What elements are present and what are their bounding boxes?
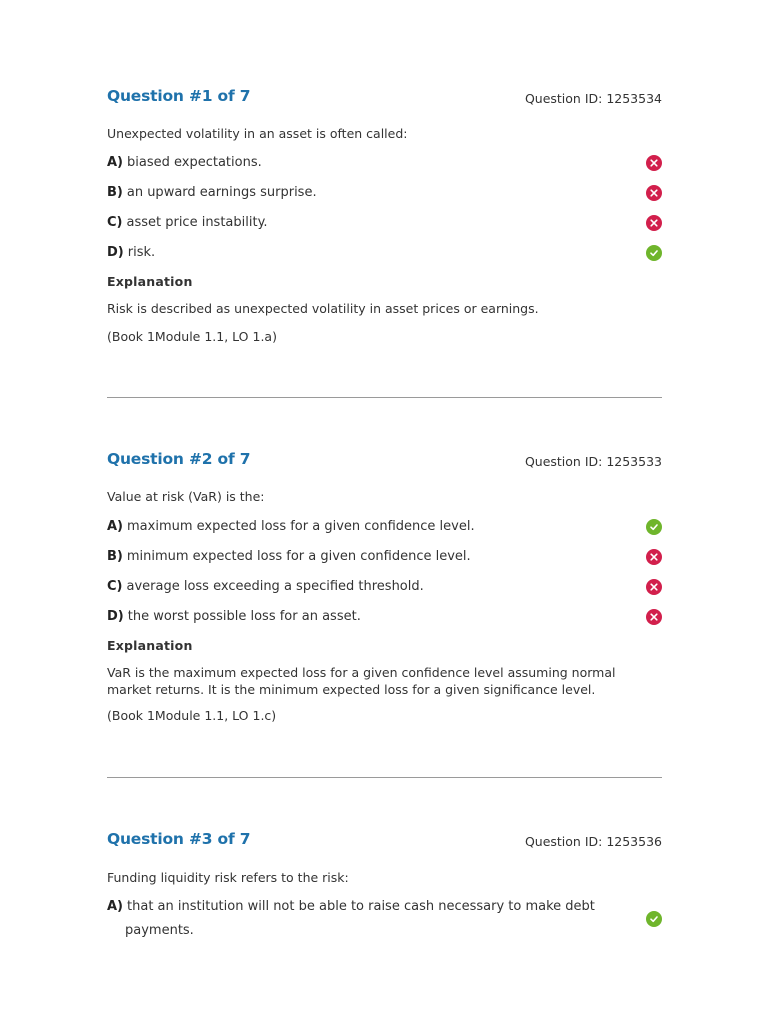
option-text: biased expectations. <box>127 155 262 170</box>
option-text: asset price instability. <box>126 215 268 230</box>
option-letter: A) <box>107 519 124 534</box>
x-circle-icon <box>646 579 662 595</box>
x-circle-icon <box>646 155 662 171</box>
question-title: Question #1 of 7 <box>107 87 251 105</box>
option-text: average loss exceeding a specified threshold. <box>126 579 424 594</box>
divider <box>107 777 662 778</box>
option-a <box>107 895 662 943</box>
x-circle-icon <box>646 609 662 625</box>
reference-text: (Book 1Module 1.1, LO 1.a) <box>107 329 277 344</box>
option-d <box>107 605 662 629</box>
x-circle-icon <box>646 549 662 565</box>
option-text: that an institution will not be able to raise cash necessary to make debt payments. <box>125 899 595 938</box>
check-circle-icon <box>646 519 662 535</box>
option-letter: B) <box>107 549 123 564</box>
option-letter: A) <box>107 899 124 914</box>
option-c <box>107 211 662 235</box>
explanation-heading: Explanation <box>107 638 193 653</box>
question-id: Question ID: 1253534 <box>524 91 662 106</box>
explanation-text: Risk is described as unexpected volatility in asset prices or earnings. <box>107 301 539 316</box>
question-header <box>107 830 662 854</box>
reference-text: (Book 1Module 1.1, LO 1.c) <box>107 708 277 723</box>
option-a <box>107 151 662 175</box>
question-title: Question #2 of 7 <box>107 450 251 468</box>
options-list <box>107 515 662 629</box>
option-text: minimum expected loss for a given confidence level. <box>126 549 471 564</box>
question-3 <box>107 830 662 943</box>
option-text: the worst possible loss for an asset. <box>127 609 361 624</box>
question-stem: Unexpected volatility in an asset is often called: <box>107 126 408 141</box>
question-header <box>107 87 662 111</box>
option-letter: C) <box>107 215 123 230</box>
option-b <box>107 181 662 205</box>
question-2 <box>107 450 662 723</box>
option-letter: B) <box>107 185 123 200</box>
question-1 <box>107 87 662 344</box>
divider <box>107 397 662 398</box>
option-letter: D) <box>107 245 124 260</box>
question-header <box>107 450 662 474</box>
option-d <box>107 241 662 265</box>
option-b <box>107 545 662 569</box>
question-stem: Value at risk (VaR) is the: <box>107 489 265 504</box>
explanation-heading: Explanation <box>107 274 193 289</box>
option-letter: D) <box>107 609 124 624</box>
option-letter: C) <box>107 579 123 594</box>
options-list <box>107 151 662 265</box>
question-title: Question #3 of 7 <box>107 830 251 848</box>
x-circle-icon <box>646 185 662 201</box>
explanation-text: VaR is the maximum expected loss for a given confidence level assuming normal market returns. It is the minimum expected loss for a given significance level. <box>107 665 616 697</box>
option-letter: A) <box>107 155 124 170</box>
option-text: an upward earnings surprise. <box>126 185 317 200</box>
option-a <box>107 515 662 539</box>
question-id: Question ID: 1253533 <box>524 454 662 469</box>
option-c <box>107 575 662 599</box>
x-circle-icon <box>646 215 662 231</box>
option-text: risk. <box>127 245 156 260</box>
check-circle-icon <box>646 245 662 261</box>
question-id: Question ID: 1253536 <box>524 834 662 849</box>
question-stem: Funding liquidity risk refers to the risk: <box>107 870 349 885</box>
options-list <box>107 895 662 943</box>
option-text: maximum expected loss for a given confidence level. <box>127 519 475 534</box>
check-circle-icon <box>646 911 662 927</box>
